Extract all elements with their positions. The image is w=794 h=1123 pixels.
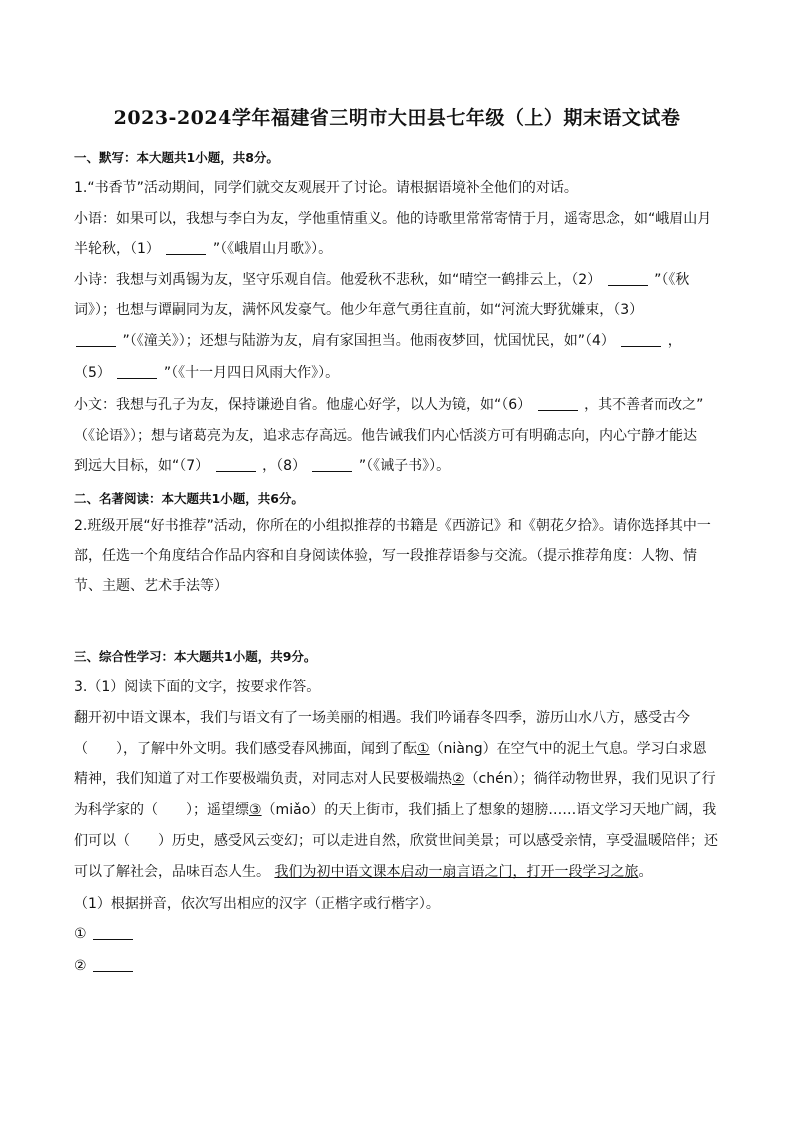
xiaowen-text-b: ，其不善者而改之” <box>584 397 704 413</box>
xiaoshi-text-a: 小诗：我想与刘禹锡为友，坚守乐观自信。他爱秋不悲秋，如“晴空一鹤排云上，（2） <box>74 272 602 288</box>
xiaoshi-line-4 <box>74 362 734 382</box>
xiaoshi-text-f: （5） <box>74 365 111 381</box>
answer-blank-pinyin-1[interactable] <box>93 925 133 940</box>
xiaoshi-text-d: ”（《潼关》）；还想与陆游为友，肩有家国担当。他雨夜梦回，忧国忧民，如”（4） <box>122 333 615 349</box>
answer-blank-2[interactable] <box>608 271 648 286</box>
answer-blank-6[interactable] <box>538 396 578 411</box>
passage-line-5: 们可以（ ）历史，感受风云变幻；可以走进自然，欣赏世间美景；可以感受亲情，享受温暖陪伴；还 <box>74 833 718 849</box>
answer-blank-1[interactable] <box>166 240 206 255</box>
xiaoshi-text-e: ， <box>667 333 682 349</box>
passage-text-2b: （niàng）在空气中的泥土气息。学习白求恩 <box>429 741 707 757</box>
passage-text-4a: 为科学家的（ ）；遥望缥 <box>74 802 249 818</box>
xiaowen-line-2: （《论语》）；想与诸葛亮为友，追求志存高远。他告诫我们内心恬淡方可有明确志向，内心宁静才能达 <box>74 428 697 444</box>
pinyin-marker-3: ③ <box>249 802 262 818</box>
answer-label-1: ① <box>74 926 87 942</box>
xiaowen-line-3 <box>74 455 734 475</box>
passage-text-4b: （miǎo）的天上街市，我们插上了想象的翅膀……语文学习天地广阔，我 <box>261 802 717 818</box>
q2-text: 2.班级开展“好书推荐”活动，你所在的小组拟推荐的书籍是《西游记》和《朝花夕拾》。请你选择其中一部，任选一个角度结合作品内容和自身阅读体验，写一段推荐语参与交流。（提示推荐角度：人物、情节、主题、艺术手法等） <box>74 518 711 594</box>
pinyin-marker-1: ① <box>417 741 430 757</box>
passage-line-3 <box>74 768 734 788</box>
underlined-sentence: 我们为初中语文课本启动一扇言语之门，打开一段学习之旅 <box>274 864 639 880</box>
passage-line-6 <box>74 861 734 881</box>
passage-text-6a: 可以了解社会，品味百态人生。 <box>74 864 270 880</box>
answer-blank-5[interactable] <box>117 364 157 379</box>
passage-line-2 <box>74 738 734 758</box>
xiaowen-text-f: ”（《诫子书》）。 <box>358 458 451 474</box>
passage-text-3a: 精神，我们知道了对工作要极端负责，对同志对人民要极端热 <box>74 771 452 787</box>
q1-intro: 1.“书香节”活动期间，同学们就交友观展开了讨论。请根据语境补全他们的对话。 <box>74 180 578 196</box>
section-2-header: 二、名著阅读：本大题共1小题，共6分。 <box>74 491 304 506</box>
xiaowen-text-a: 小文：我想与孔子为友，保持谦逊自省。他虚心好学，以人为镜，如“（6） <box>74 397 532 413</box>
section-1-header: 一、默写：本大题共1小题，共8分。 <box>74 150 279 165</box>
section-3-header: 三、综合性学习：本大题共1小题，共9分。 <box>74 649 317 664</box>
q3-intro: 3.（1）阅读下面的文字，按要求作答。 <box>74 679 321 695</box>
answer-line-1 <box>74 925 734 942</box>
xiaoshi-text-b: ”（《秋 <box>654 272 690 288</box>
answer-blank-4[interactable] <box>621 332 661 347</box>
xiaoyu-text-b: 半轮秋，（1） <box>74 241 160 257</box>
answer-label-2: ② <box>74 958 87 974</box>
passage-line-4 <box>74 799 734 819</box>
xiaoshi-text-g: ”（《十一月四日风雨大作》）。 <box>163 365 340 381</box>
xiaoyu-text-c: ”（《峨眉山月歌》）。 <box>212 241 333 257</box>
xiaoyu-line-2 <box>74 238 734 258</box>
xiaoshi-line-3 <box>74 330 734 350</box>
subquestion-1: （1）根据拼音，依次写出相应的汉字（正楷字或行楷字）。 <box>74 896 440 912</box>
answer-blank-7[interactable] <box>216 457 256 472</box>
xiaowen-text-d: 到远大目标，如“（7） <box>74 458 210 474</box>
passage-line-1: 翻开初中语文课本，我们与语文有了一场美丽的相遇。我们吟诵春冬四季，游历山水八方，感受古今 <box>74 710 690 726</box>
xiaoshi-line-1 <box>74 269 734 289</box>
passage-text-6end: 。 <box>638 864 653 880</box>
pinyin-marker-2: ② <box>452 771 465 787</box>
answer-blank-8[interactable] <box>312 457 352 472</box>
passage-text-2a: （ ），了解中外文明。我们感受春风拂面，闻到了酝 <box>74 741 417 757</box>
page-title: 2023-2024学年福建省三明市大田县七年级（上）期末语文试卷 <box>113 107 681 129</box>
answer-blank-3[interactable] <box>76 332 116 347</box>
xiaoyu-line-1: 小语：如果可以，我想与李白为友，学他重情重义。他的诗歌里常常寄情于月，遥寄思念，如“峨眉山月 <box>74 211 712 227</box>
xiaoshi-line-2: 词》）；也想与谭嗣同为友，满怀风发豪气。他少年意气勇往直前，如“河流大野犹嫌束，（3） <box>74 302 644 318</box>
answer-line-2 <box>74 957 734 974</box>
answer-blank-pinyin-2[interactable] <box>93 957 133 972</box>
xiaowen-line-1 <box>74 394 734 414</box>
passage-text-3b: （chén）；徜徉动物世界，我们见识了行 <box>464 771 716 787</box>
xiaowen-text-e: ，（8） <box>262 458 306 474</box>
